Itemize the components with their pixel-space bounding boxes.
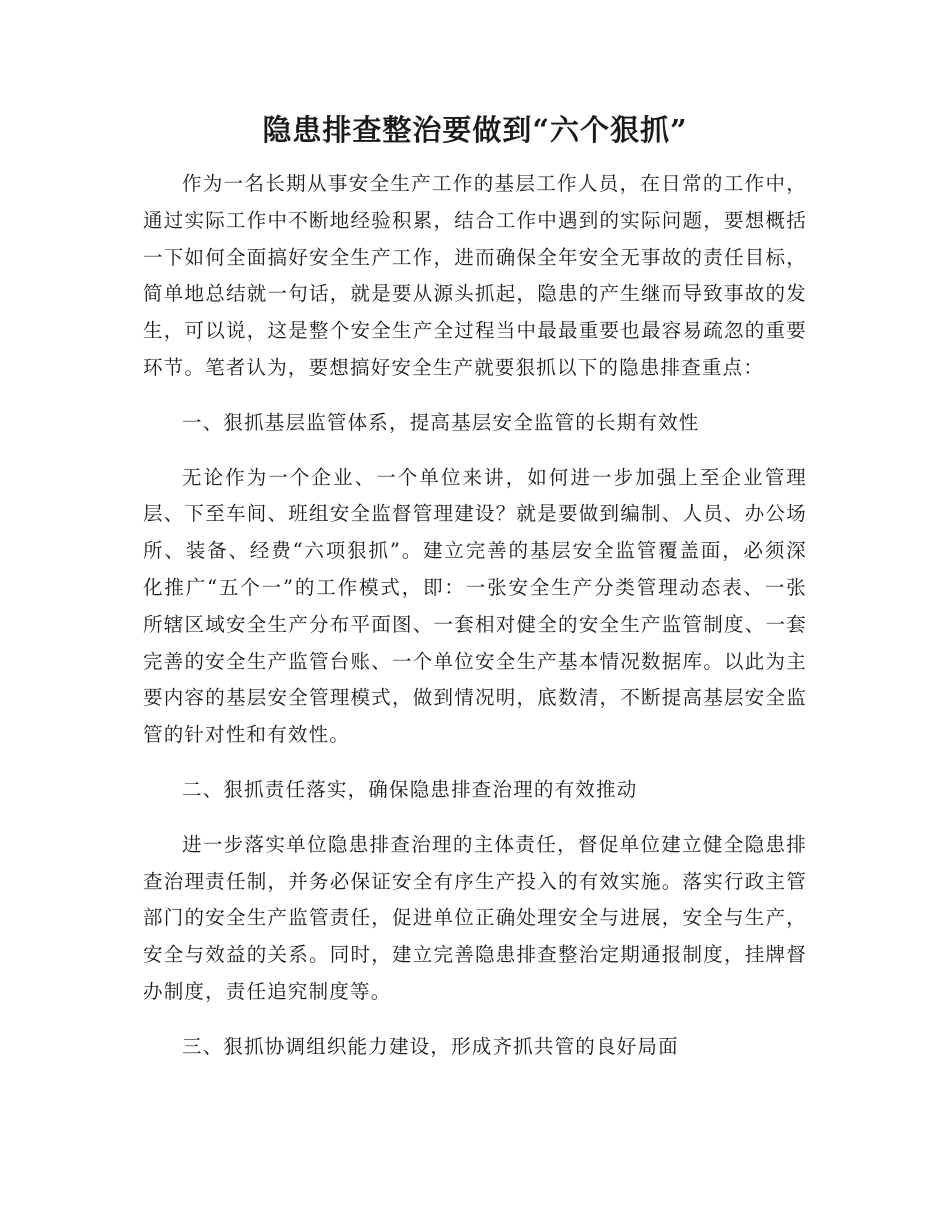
- document-body: [143, 166, 807, 1066]
- section-heading-1: 一、狠抓基层监管体系，提高基层安全监管的长期有效性: [182, 410, 700, 434]
- section-heading-3: 三、狠抓协调组织能力建设，形成齐抓共管的良好局面: [182, 1034, 679, 1058]
- document-title: 隐患排查整治要做到“六个狠抓”: [262, 113, 688, 147]
- section-1-paragraph: 无论作为一个企业、一个单位来讲，如何进一步加强上至企业管理层、下至车间、班组安全监督管理建设？就是要做到编制、人员、办公场所、装备、经费“六项狠抓”。建立完善的基层安全监管覆盖面，必须深化推广“五个一”的工作模式，即：一张安全生产分类管理动态表、一张所辖区域安全生产分布平面图、一套相对健全的安全生产监管制度、一套完善的安全生产监管台账、一个单位安全生产基本情况数据库。以此为主要内容的基层安全管理模式，做到情况明，底数清，不断提高基层安全监管的针对性和有效性。: [143, 465, 807, 747]
- section-heading-2: 二、狠抓责任落实，确保隐患排查治理的有效推动: [182, 777, 638, 801]
- section-2-paragraph: 进一步落实单位隐患排查治理的主体责任，督促单位建立健全隐患排查治理责任制，并务必保证安全有序生产投入的有效实施。落实行政主管部门的安全生产监管责任，促进单位正确处理安全与进展，安全与生产，安全与效益的关系。同时，建立完善隐患排查整治定期通报制度，挂牌督办制度，责任追究制度等。: [143, 832, 807, 1003]
- intro-paragraph: 作为一名长期从事安全生产工作的基层工作人员，在日常的工作中，通过实际工作中不断地经验积累，结合工作中遇到的实际问题，要想概括一下如何全面搞好安全生产工作，进而确保全年安全无事故的责任目标，简单地总结就一句话，就是要从源头抓起，隐患的产生继而导致事故的发生，可以说，这是整个安全生产全过程当中最最重要也最容易疏忽的重要环节。笔者认为，要想搞好安全生产就要狠抓以下的隐患排查重点：: [143, 172, 807, 379]
